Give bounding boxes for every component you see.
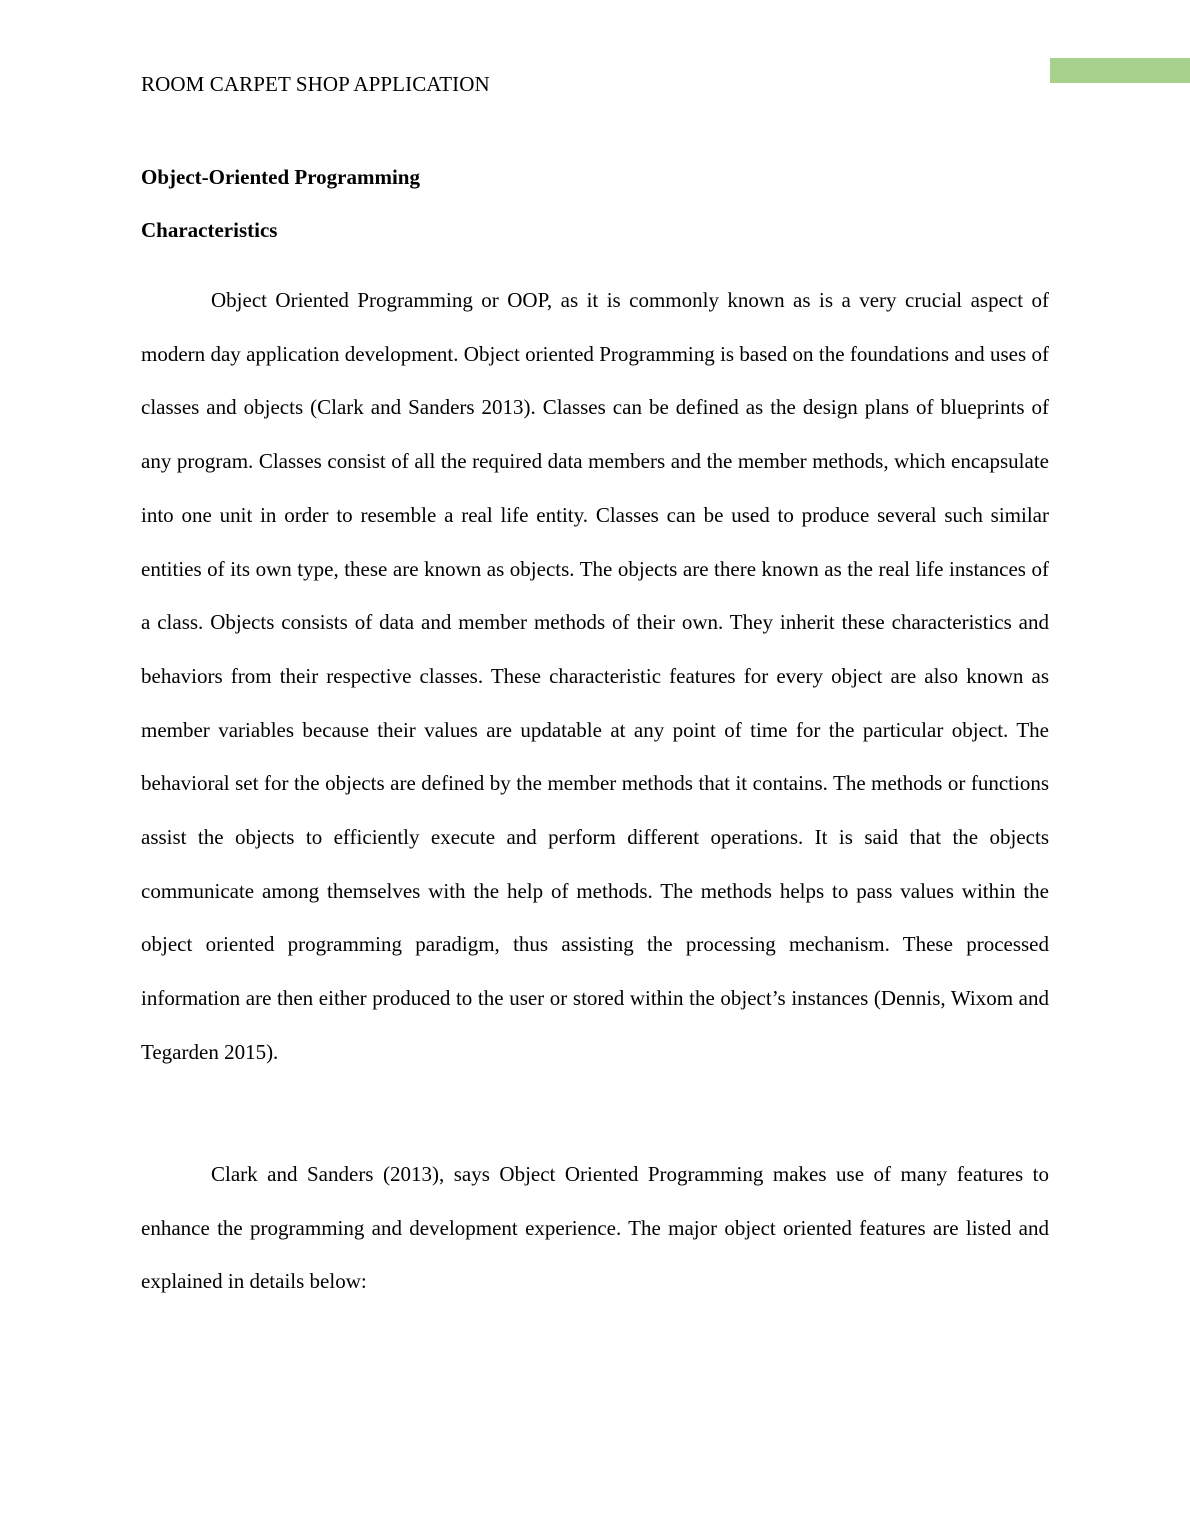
running-head: ROOM CARPET SHOP APPLICATION [141, 72, 490, 96]
subsection-heading: Characteristics [141, 218, 278, 242]
header-accent-bar [1050, 58, 1190, 83]
body-paragraph-2: Clark and Sanders (2013), says Object Oriented Programming makes use of many features to enhance the programming and development experience. The major object oriented features are listed and explained in details below: [141, 1162, 1049, 1294]
section-heading: Object-Oriented Programming [141, 165, 420, 189]
body-paragraph-1: Object Oriented Programming or OOP, as it is commonly known as is a very crucial aspect of modern day application development. Object oriented Programming is based on the foundations and uses of classes and objects (Clark and Sanders 2013). Classes can be defined as the design plans of blueprints of any program. Classes consist of all the required data members and the member methods, which encapsulate into one unit in order to resemble a real life entity. Classes can be used to produce several such similar entities of its own type, these are known as objects. The objects are there known as the real life instances of a class. Objects consists of data and member methods of their own. They inherit these characteristics and behaviors from their respective classes. These characteristic features for every object are also known as member variables because their values are updatable at any point of time for the particular object. The behavioral set for the objects are defined by the member methods that it contains. The methods or functions assist the objects to efficiently execute and perform different operations. It is said that the objects communicate among themselves with the help of methods. The methods helps to pass values within the object oriented programming paradigm, thus assisting the processing mechanism. These processed information are then either produced to the user or stored within the object’s instances (Dennis, Wixom and Tegarden 2015). [141, 288, 1049, 1064]
